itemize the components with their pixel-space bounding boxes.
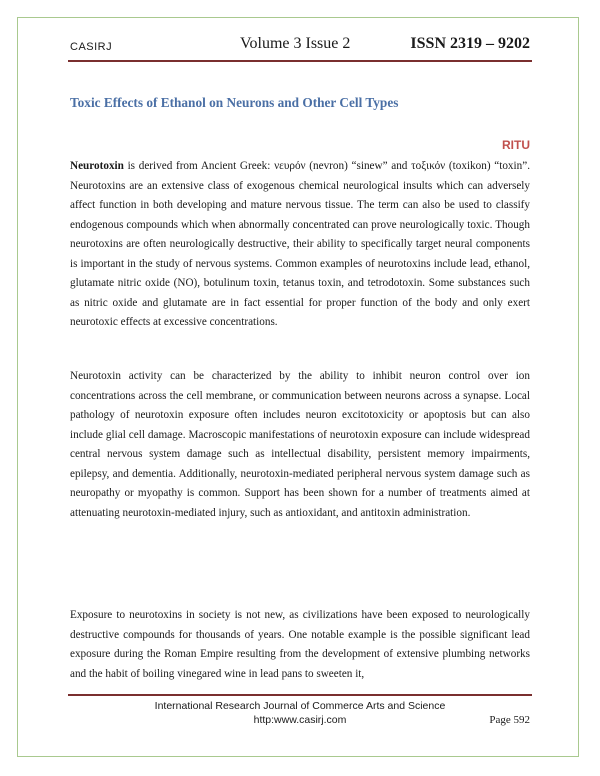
article-author: RITU	[502, 138, 530, 152]
article-title: Toxic Effects of Ethanol on Neurons and Other Cell Types	[70, 95, 399, 110]
paragraph-2: Neurotoxin activity can be characterized by the ability to inhibit neuron control over ion concentrations across the cell membrane, or communication between neurons across a synapse. Local pathology of neurotoxin exposure often includes neuron excitotoxicity or apoptosis but can also include glial cell damage. Macroscopic manifestations of neurotoxin exposure can include widespread central nervous system damage such as intellectual disability, persistent memory impairments, epilepsy, and dementia. Additionally, neurotoxin-mediated peripheral nervous system damage such as neuropathy or myopathy is common. Support has been shown for a number of treatments aimed at attenuating neurotoxin-mediated injury, such as antioxidant, and antitoxin administration.	[70, 370, 530, 519]
footer-journal: International Research Journal of Commerce Arts and Science	[154, 700, 446, 712]
header-divider	[68, 60, 532, 62]
lead-term: Neurotoxin	[70, 160, 124, 172]
paragraph-1	[70, 157, 530, 333]
issn: ISSN 2319 – 9202	[410, 35, 530, 52]
volume-issue: Volume 3 Issue 2	[240, 35, 351, 52]
page-number: Page 592	[489, 714, 530, 726]
paragraph-1-text: is derived from Ancient Greek: νευρόν (nevron) “sinew” and τοξικόν (toxikon) “toxin”. Neurotoxins are an extensive class of exogenous chemical neurological insults which can adversely affect function in both developing and mature nervous tissue. The term can also be used to classify endogenous compounds which when abnormally concentrated can prove neurologically toxic. Though neurotoxins are often neurologically destructive, their ability to specifically target neural components is important in the study of nervous systems. Common examples of neurotoxins include lead, ethanol, glutamate nitric oxide (NO), botulinum toxin, tetanus toxin, and tetrodotoxin. Some substances such as nitric oxide and glutamate are in fact essential for proper function of the body and only exert neurotoxic effects at excessive concentrations.	[70, 160, 530, 328]
footer-divider	[68, 694, 532, 696]
paragraph-3: Exposure to neurotoxins in society is not new, as civilizations have been exposed to neurologically destructive compounds for thousands of years. One notable example is the possible significant lead exposure during the Roman Empire resulting from the development of extensive plumbing networks and the habit of boiling vinegared wine in lead pans to sweeten it,	[70, 609, 530, 680]
footer-url[interactable]: http:www.casirj.com	[253, 714, 347, 726]
page-header	[70, 33, 530, 59]
journal-abbrev: CASIRJ	[70, 41, 113, 53]
